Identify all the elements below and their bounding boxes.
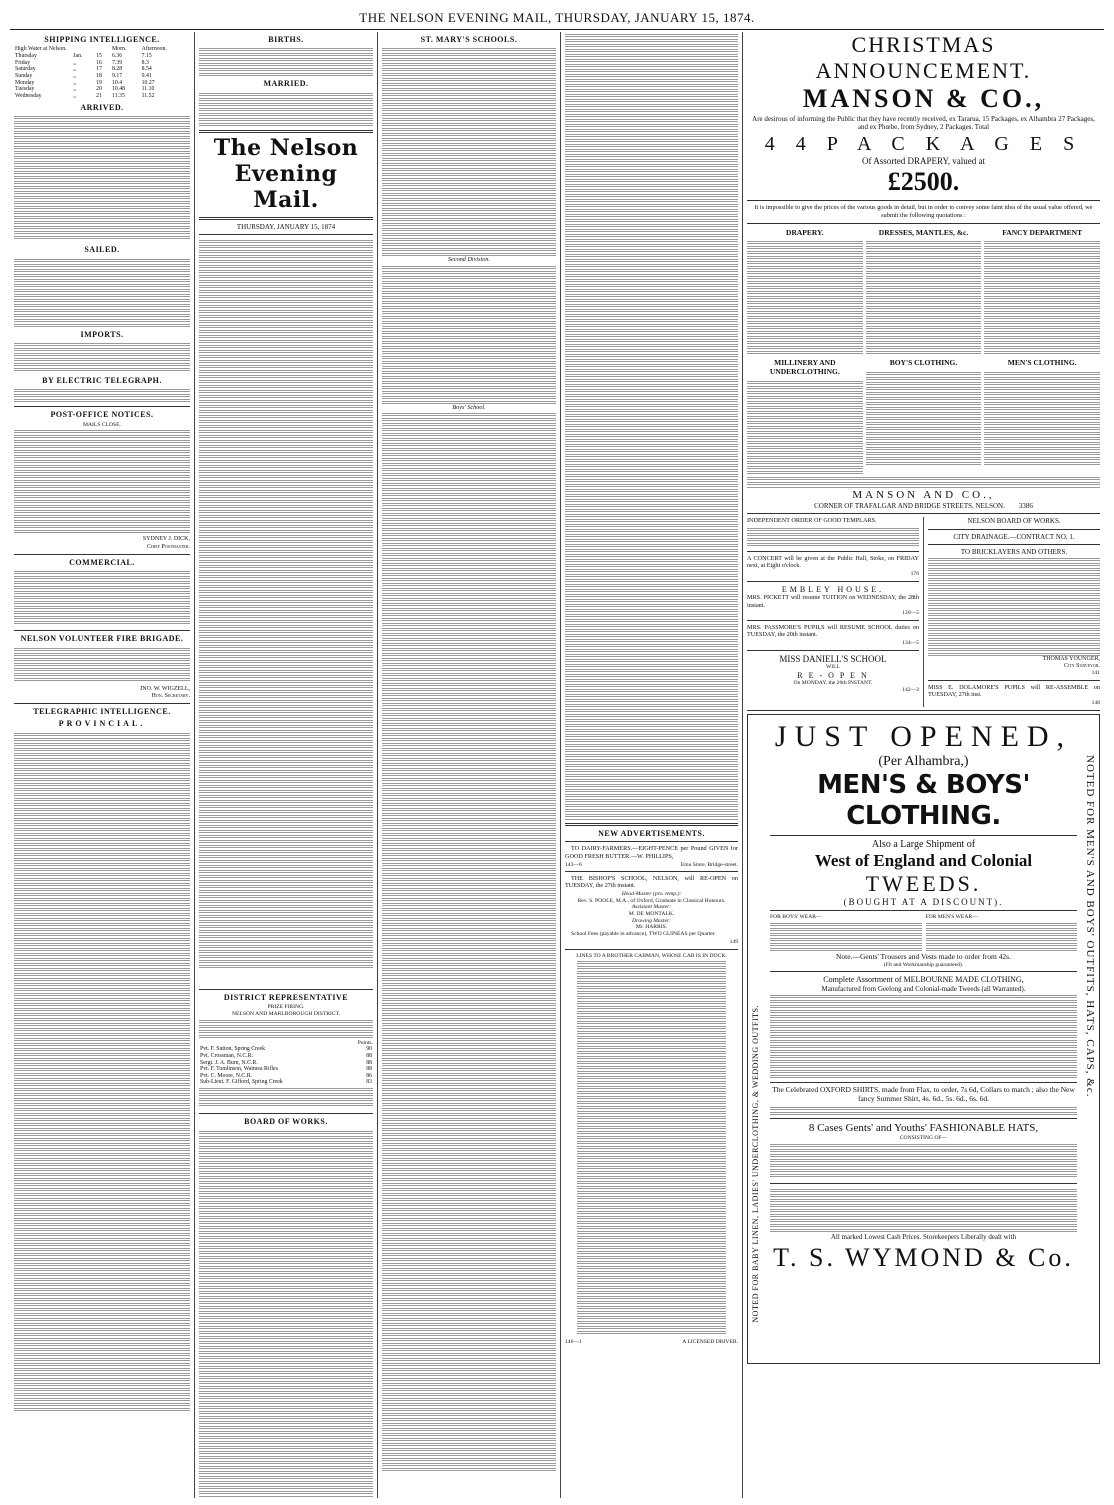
value-heading: £2500. (887, 166, 960, 196)
bow-heading: NELSON BOARD OF WORKS. (967, 517, 1061, 526)
table-row: Tuesday „ 20 10.48 11.10 (15, 86, 155, 93)
poem-signature: A LICENSED DRIVER. (682, 1339, 738, 1346)
manson-heading: MANSON & CO., (802, 83, 1045, 113)
passmore-ad: MRS. PASSMORE'S PUPILS will RESUME SCHOOL duties on TUESDAY, the 20th instant. (747, 623, 919, 639)
fire-brigade-text (14, 646, 190, 686)
dresses-list (866, 227, 982, 476)
headmaster-label: Head-Master (pro. temp.): (621, 891, 682, 898)
daniell-date: On MONDAY, the 26th INSTANT. (793, 680, 873, 687)
column-3 (378, 32, 561, 1498)
table-row: Wednesday „ 21 11.35 11.52 (15, 93, 155, 100)
fancy-prices (984, 239, 1100, 357)
table-row: Pvt. Crossman, N.C.R. 88 (200, 1052, 372, 1059)
millinery-heading: MILLINERY AND UNDERCLOTHING. (769, 358, 840, 377)
cases-list (770, 1187, 1077, 1233)
telegraph-heading: BY ELECTRIC TELEGRAPH. (42, 376, 162, 385)
second-division-text (382, 264, 556, 404)
assistant-name: M. DE MONTALK. (628, 911, 675, 918)
commercial-heading: COMMERCIAL. (69, 557, 135, 567)
arrived-heading: ARRIVED. (80, 102, 124, 112)
bishop-school-ad: THE BISHOP'S SCHOOL, NELSON, will RE-OPEN on TUESDAY, the 27th instant. (565, 875, 738, 890)
consisting-heading: CONSISTING OF— (899, 1135, 948, 1142)
manson-ref: 3386 (1018, 502, 1033, 511)
vertical-text-left: NOTED FOR BABY LINEN, LADIES' UNDERCLOTHING, & WEDDING OUTFITS. (751, 1004, 760, 1323)
board-of-works-heading: BOARD OF WORKS. (244, 1117, 328, 1127)
fancy-list (984, 227, 1100, 476)
points-label: Points. (357, 1039, 373, 1046)
wymond-ad (747, 714, 1100, 1364)
alpaca-line (770, 1105, 1077, 1115)
drapery-heading: DRAPERY. (786, 227, 824, 237)
table-row: Pvt. F. Tomlinson, Waimea Rifles 88 (200, 1066, 372, 1073)
pickett-ad: MRS. PICKETT will resume TUITION on WEDNESDAY, the 28th instant. (747, 594, 919, 609)
post-signature: SYDNEY J. DICK, (142, 536, 190, 543)
packages-heading: 4 4 P A C K A G E S (764, 132, 1083, 155)
iogt-text (747, 526, 919, 548)
passmore-ref: 134—5 (902, 640, 919, 647)
wymond-heading: T. S. WYMOND & Co. (773, 1242, 1074, 1272)
dresses-prices (866, 239, 982, 357)
just-opened-heading: JUST OPENED, (774, 719, 1073, 753)
paper-nameplate: The Nelson Evening Mail. (213, 134, 359, 213)
hats-list (770, 1142, 1077, 1180)
table-row: Friday „ 16 7.39 8.3 (15, 59, 149, 66)
bow-text (928, 556, 1100, 656)
district-subheading: PRIZE FIRING. (267, 1004, 305, 1011)
note-text: Note.—Gents' Trousers and Vests made to order from 42s. (836, 951, 1011, 961)
new-ads-heading: NEW ADVERTISEMENTS. (598, 829, 705, 838)
daniell-reopen: R E - O P E N (797, 670, 869, 680)
fire-brigade-heading: NELSON VOLUNTEER FIRE BRIGADE. (20, 634, 184, 644)
for-men-prices (926, 921, 1078, 953)
married-heading: MARRIED. (263, 79, 309, 89)
post-signature-title: Chief Postmaster. (146, 543, 190, 550)
vertical-text-right: NOTED FOR MEN'S AND BOYS' OUTFITS, HATS, CAPS, &c. (1084, 754, 1096, 1097)
for-boys-heading: FOR BOYS' WEAR— (770, 914, 822, 921)
nb-notice (747, 475, 1100, 489)
drapery-prices (747, 239, 863, 357)
daniell-ref: 142—2 (902, 686, 919, 693)
embley-heading: EMBLEY HOUSE. (781, 584, 885, 594)
dairy-ad-address: Emu Store, Bridge-street. (680, 861, 738, 868)
assorted-text: Of Assorted DRAPERY, valued at (861, 156, 986, 167)
melbourne-prices (770, 993, 1077, 1079)
bow-signature-title: City Surveyor. (1063, 663, 1100, 670)
morn-col: Morn. (112, 46, 127, 53)
bricklayers-heading: TO BRICKLAYERS AND OTHERS. (960, 547, 1068, 556)
per-alhambra: (Per Alhambra,) (878, 753, 969, 769)
drawing-label: Drawing Master: (631, 917, 671, 924)
poem-text (565, 959, 738, 1339)
concert-ref: 176 (910, 571, 919, 578)
masthead: THE NELSON EVENING MAIL, THURSDAY, JANUARY 15, 1874. (10, 6, 1104, 30)
births-heading: BIRTHS. (268, 35, 304, 44)
pickett-ref: 120—5 (902, 610, 919, 617)
boys-clothing-prices (866, 370, 982, 466)
post-office-text (14, 428, 190, 536)
dolamore-ref: 148 (1091, 699, 1100, 706)
headmaster-name: Rev. S. POOLE, M.A., of Oxford, Graduate in Classical Honours. (577, 897, 726, 904)
second-division-heading: Second Division. (448, 256, 490, 264)
telegraphic-heading: TELEGRAPHIC INTELLIGENCE. (33, 706, 171, 716)
price-lists (747, 227, 1100, 476)
also-text: Also a Large Shipment of (871, 838, 976, 850)
district-intro (199, 1018, 373, 1040)
mens-clothing-prices (984, 370, 1100, 466)
district-heading: DISTRICT REPRESENTATIVE (223, 992, 349, 1002)
fancy-heading: FANCY DEPARTMENT (1002, 227, 1083, 237)
tide-table (14, 46, 190, 99)
commercial-text (14, 569, 190, 627)
dolamore-ad: MISS E. DOLAMORE'S PUPILS will RE-ASSEMBLE on TUESDAY, 27th inst. (928, 683, 1100, 699)
drainage-heading: CITY DRAINAGE.—CONTRACT NO. 1. (953, 532, 1075, 541)
schools-heading: ST. MARY'S SCHOOLS. (420, 35, 518, 44)
columns (10, 32, 1104, 1498)
mens-clothing-heading: MEN'S CLOTHING. (1007, 358, 1077, 368)
iogt-ad: INDEPENDENT ORDER OF GOOD TEMPLARS. (747, 517, 877, 525)
table-row: Pvt. F. Sutton, Spring Creek 90 (200, 1046, 372, 1053)
sailed-heading: SAILED. (84, 245, 120, 255)
daniell-will: WILL (826, 664, 840, 671)
arrivals-text (14, 114, 190, 242)
provincial-text (14, 731, 190, 1431)
dairy-ad: TO DAIRY-FARMERS.—EIGHT-PENCE per Pound GIVEN for GOOD FRESH BUTTER.—W. PHILLIPS, (565, 845, 738, 860)
paper-date: THURSDAY, JANUARY 15, 1874 (236, 222, 336, 231)
christmas-heading: CHRISTMAS ANNOUNCEMENT. (815, 32, 1032, 83)
concert-ad: A CONCERT will be given at the Public Hall, Stoke, on FRIDAY next, at Eight o'clock. (747, 555, 919, 570)
table-row: Sunday „ 18 9.17 9.41 (15, 73, 152, 80)
poem-title: LINES TO A BROTHER CABMAN, WHOSE CAB IS IN DOCK. (576, 952, 727, 959)
west-heading: West of England and Colonial (814, 850, 1033, 870)
telegraph-text (14, 387, 190, 403)
arrival-text: Are desirous of informing the Public that they have recently received, ex Tararua, 15 Packages, ex Alhambra 27 Packages, and ex Phœbe, from Sydney, 2 Packages. Total (752, 114, 1095, 131)
table-row: Sub-Lieut. F. Gifford, Spring Creek 83 (200, 1079, 372, 1086)
discount-text: (BOUGHT AT A DISCOUNT). (843, 896, 1004, 907)
tweeds-heading: TWEEDS. (865, 870, 982, 896)
column-2 (195, 32, 378, 1498)
dresses-heading: DRESSES, MANTLES, &c. (878, 227, 969, 237)
column-4 (561, 32, 743, 1498)
board-of-works-text (199, 1129, 373, 1498)
drapery-list (747, 227, 863, 476)
bow-signature: THOMAS YOUNGER, (1042, 656, 1100, 663)
poem-ref: 146—1 (565, 1339, 582, 1346)
imports-heading: IMPORTS. (80, 329, 124, 339)
married-text (199, 91, 373, 127)
fire-signature-title: Hon. Secretary. (151, 692, 190, 699)
small-ads-right (923, 517, 1100, 706)
column-5 (743, 32, 1104, 1498)
firing-note (199, 1086, 373, 1110)
shipping-title: SHIPPING INTELLIGENCE. (44, 35, 160, 44)
column-4-text (565, 32, 738, 820)
provincial-heading: PROVINCIAL. (58, 719, 146, 729)
school-fees-ref: 149 (729, 938, 738, 945)
drawing-name: Mr. HARRIS. (635, 924, 668, 931)
hats-heading: 8 Cases Gents' and Youths' FASHIONABLE HATS, (808, 1122, 1039, 1135)
afternoon-col: Afternoon. (141, 46, 167, 53)
millinery-prices (747, 379, 863, 475)
post-office-heading: POST-OFFICE NOTICES. (50, 410, 154, 420)
births-text (199, 46, 373, 76)
table-row: Pvt. C. Moore, N.C.R. 86 (200, 1072, 372, 1079)
district-subheading-2: NELSON AND MARLBOROUGH DISTRICT. (231, 1011, 341, 1018)
oxford-shirts: The Celebrated OXFORD SHIRTS, made from Flax, to order, 7s 6d, Collars to match ; also the New fancy Summer Shirt, 4s. 6d., 5s. 6d., 6s. 6d. (772, 1084, 1075, 1103)
impossible-text: It is impossible to give the prices of the various goods in detail, but in order to convey some faint idea of the usual value offered, we submit the following quotations : (754, 204, 1093, 219)
dairy-ad-ref: 143—6 (565, 861, 582, 868)
firing-table (199, 1046, 373, 1086)
for-men-heading: FOR MEN'S WEAR— (925, 914, 978, 921)
imports-text (14, 341, 190, 373)
daniell-heading: MISS DANIELL'S SCHOOL (779, 653, 887, 664)
boys-school-text (382, 411, 556, 1491)
table-row: Saturday „ 17 8.28 8.54 (15, 66, 152, 73)
schools-text (382, 46, 556, 256)
manson-address: CORNER OF TRAFALGAR AND BRIDGE STREETS, NELSON. (814, 502, 1005, 511)
mails-close-heading: MAILS CLOSE. (83, 421, 121, 428)
bow-ref: 141 (1091, 670, 1100, 677)
fire-signature: JNO. W. WIGZELL, (139, 685, 190, 692)
sailings-text (14, 257, 190, 327)
small-ads-left (747, 517, 919, 706)
table-row: Thursday Jan. 15 6.36 7.15 (15, 53, 152, 60)
assistant-label: Assistant Master: (631, 904, 672, 911)
manson-footer: MANSON AND CO., (852, 489, 995, 502)
for-boys-prices (770, 921, 922, 953)
small-ads (747, 517, 1100, 706)
table-row: Sergt. J. A. Burn, N.C.R. 88 (200, 1059, 372, 1066)
column-1 (10, 32, 195, 1498)
melbourne-heading: Complete Assortment of MELBOURNE MADE CLOTHING, (823, 975, 1024, 985)
boys-school-heading: Boys' School. (452, 403, 486, 411)
high-water-label: High Water at Nelson. (15, 46, 67, 53)
table-row: Monday „ 19 10.4 10.27 (15, 79, 155, 86)
mens-boys-heading: MEN'S & BOYS' CLOTHING. (817, 770, 1030, 832)
wear-lists (770, 914, 1077, 953)
fit-text: (Fit and Workmanship guaranteed). (883, 961, 964, 968)
lowest-prices: All marked Lowest Cash Prices. Storekeepers Liberally dealt with (830, 1232, 1017, 1241)
melbourne-subheading: Manufactured from Geelong and Colonial-made Tweeds (all Warranted). (821, 984, 1026, 993)
boys-clothing-heading: BOY'S CLOTHING. (889, 358, 958, 368)
editorial-text (199, 238, 373, 986)
school-fees: School Fees (payable in advance), TWO GUINEAS per Quarter. (571, 930, 716, 937)
